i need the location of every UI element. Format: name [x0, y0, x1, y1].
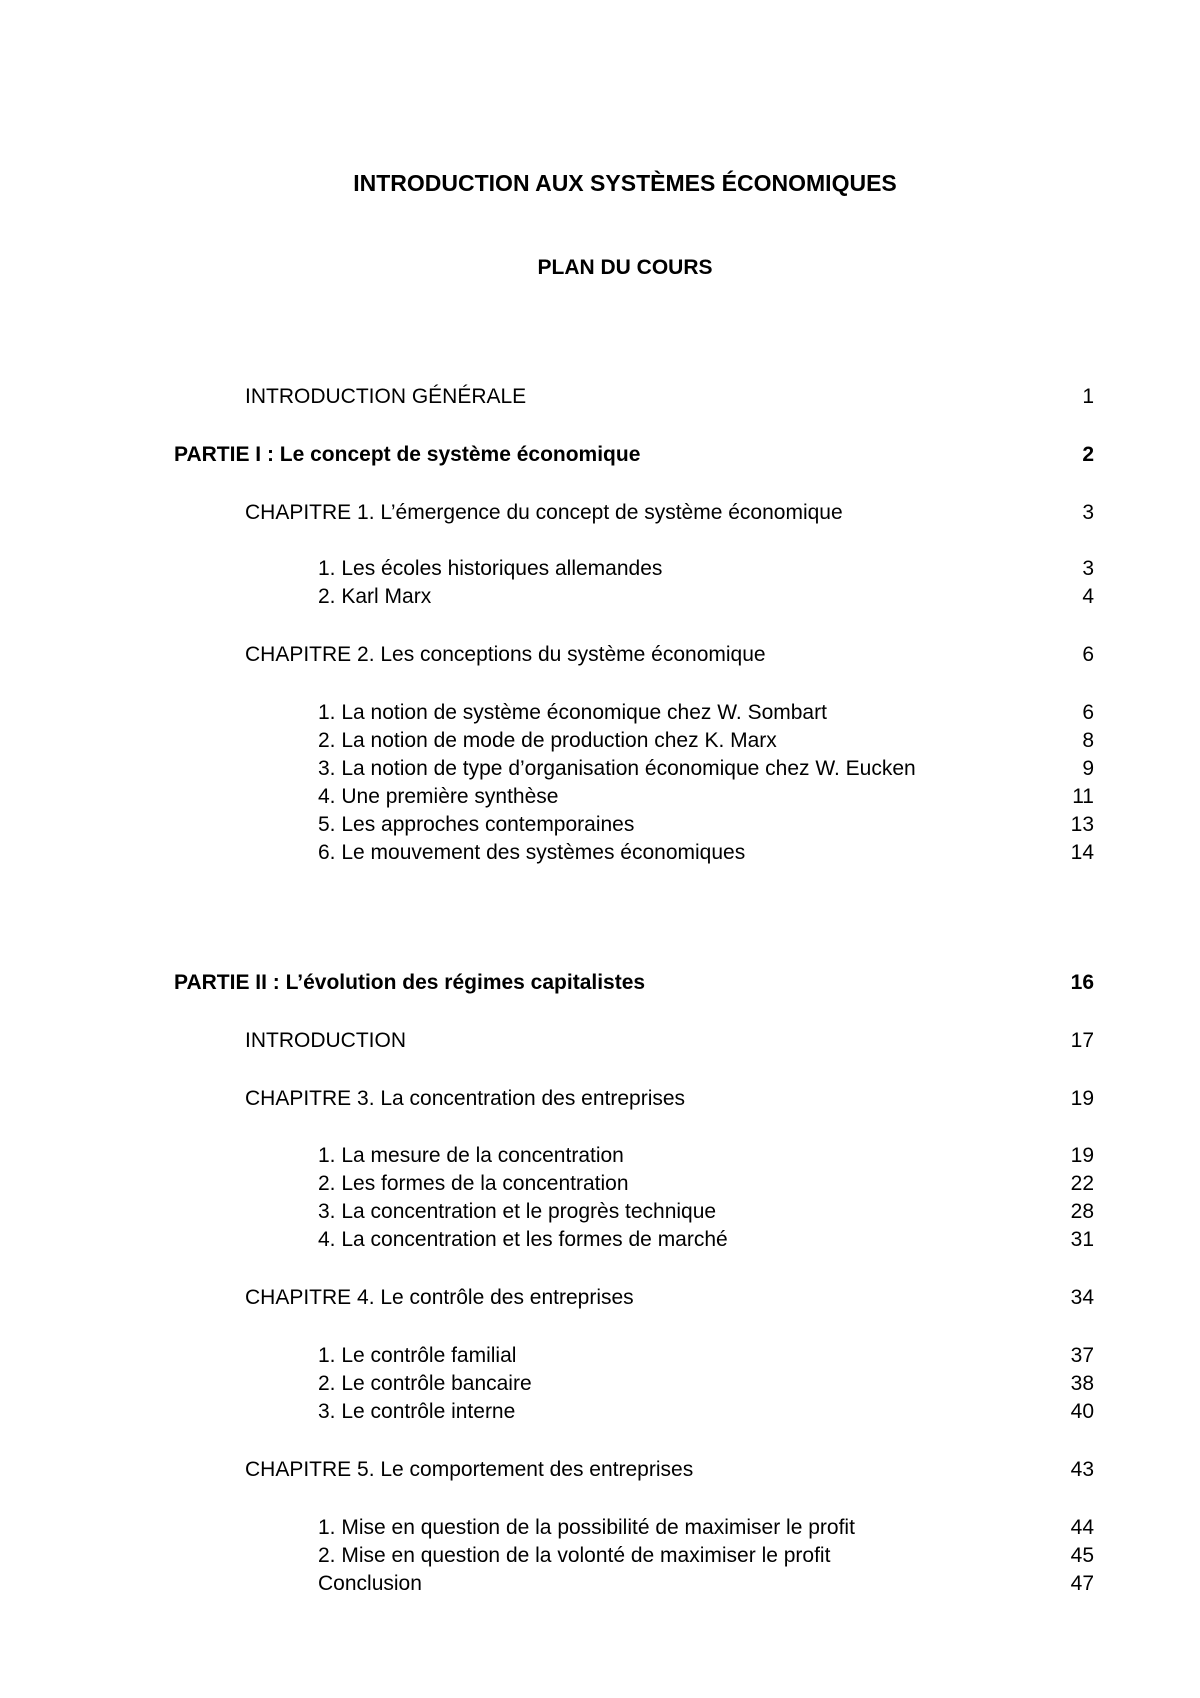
toc-entry-label: Conclusion	[318, 1572, 422, 1595]
toc-page-number: 4	[1082, 585, 1094, 608]
document-subtitle: PLAN DU COURS	[537, 256, 713, 279]
toc-part-row	[174, 442, 1094, 468]
toc-entry-label: 2. Le contrôle bancaire	[318, 1372, 532, 1395]
toc-entry-label: 4. Une première synthèse	[318, 785, 559, 808]
toc-section-row	[318, 1515, 1094, 1541]
toc-section-row	[318, 1227, 1094, 1253]
toc-section-row	[318, 784, 1094, 810]
toc-section-row	[318, 812, 1094, 838]
toc-section-row	[318, 700, 1094, 726]
toc-entry-label: 3. La concentration et le progrès technique	[318, 1200, 717, 1223]
toc-page-number: 40	[1070, 1400, 1094, 1423]
toc-part-row	[174, 970, 1094, 996]
toc-section-row	[318, 1399, 1094, 1425]
toc-section-row	[318, 1371, 1094, 1397]
toc-page-number: 45	[1070, 1544, 1094, 1567]
toc-chapter-row	[245, 1028, 1094, 1054]
toc-page-number: 19	[1070, 1144, 1094, 1167]
toc-page-number: 9	[1082, 757, 1094, 780]
toc-page-number: 28	[1070, 1200, 1094, 1223]
toc-page-number: 31	[1070, 1228, 1094, 1251]
toc-section-row	[318, 1571, 1094, 1597]
toc-section-row	[318, 1171, 1094, 1197]
toc-entry-label: 1. Les écoles historiques allemandes	[318, 557, 663, 580]
toc-page-number: 34	[1070, 1286, 1094, 1309]
toc-entry-label: PARTIE I : Le concept de système économique	[174, 443, 641, 466]
toc-entry-label: CHAPITRE 4. Le contrôle des entreprises	[245, 1286, 634, 1309]
toc-entry-label: 1. La mesure de la concentration	[318, 1144, 624, 1167]
toc-entry-label: CHAPITRE 1. L’émergence du concept de système économique	[245, 501, 843, 524]
toc-entry-label: 1. La notion de système économique chez W. Sombart	[318, 701, 827, 724]
toc-page-number: 11	[1072, 785, 1094, 808]
toc-entry-label: 6. Le mouvement des systèmes économiques	[318, 841, 746, 864]
toc-section-row	[318, 556, 1094, 582]
toc-chapter-row	[245, 384, 1094, 410]
toc-page-number: 14	[1070, 841, 1094, 864]
toc-page-number: 6	[1082, 643, 1094, 666]
toc-section-row	[318, 756, 1094, 782]
toc-section-row	[318, 1543, 1094, 1569]
toc-entry-label: CHAPITRE 2. Les conceptions du système économique	[245, 643, 766, 666]
document-title: INTRODUCTION AUX SYSTÈMES ÉCONOMIQUES	[353, 170, 897, 196]
toc-page-number: 22	[1070, 1172, 1094, 1195]
toc-chapter-row	[245, 642, 1094, 668]
toc-chapter-row	[245, 1086, 1094, 1112]
toc-page-number: 3	[1082, 557, 1094, 580]
toc-page-number: 6	[1082, 701, 1094, 724]
toc-entry-label: 5. Les approches contemporaines	[318, 813, 635, 836]
toc-entry-label: 1. Mise en question de la possibilité de maximiser le profit	[318, 1516, 855, 1539]
toc-entry-label: CHAPITRE 3. La concentration des entreprises	[245, 1087, 686, 1110]
toc-entry-label: 3. Le contrôle interne	[318, 1400, 516, 1423]
toc-page-number: 2	[1082, 443, 1094, 466]
toc-entry-label: 2. Karl Marx	[318, 585, 432, 608]
toc-page-number: 38	[1070, 1372, 1094, 1395]
toc-page-number: 16	[1070, 971, 1094, 994]
toc-chapter-row	[245, 1285, 1094, 1311]
toc-entry-label: PARTIE II : L’évolution des régimes capitalistes	[174, 971, 646, 994]
toc-section-row	[318, 584, 1094, 610]
toc-page-number: 8	[1082, 729, 1094, 752]
toc-section-row	[318, 728, 1094, 754]
toc-section-row	[318, 1199, 1094, 1225]
toc-chapter-row	[245, 500, 1094, 526]
toc-page-number: 3	[1082, 501, 1094, 524]
toc-page-number: 47	[1070, 1572, 1094, 1595]
toc-page-number: 44	[1070, 1516, 1094, 1539]
toc-page-number: 13	[1070, 813, 1094, 836]
toc-entry-label: 3. La notion de type d’organisation économique chez W. Eucken	[318, 757, 916, 780]
toc-section-row	[318, 840, 1094, 866]
toc-entry-label: 2. Mise en question de la volonté de maximiser le profit	[318, 1544, 831, 1567]
toc-section-row	[318, 1143, 1094, 1169]
toc-entry-label: INTRODUCTION GÉNÉRALE	[245, 385, 527, 408]
toc-page-number: 1	[1082, 385, 1094, 408]
toc-entry-label: 4. La concentration et les formes de marché	[318, 1228, 728, 1251]
toc-entry-label: 1. Le contrôle familial	[318, 1344, 517, 1367]
toc-section-row	[318, 1343, 1094, 1369]
toc-page-number: 17	[1070, 1029, 1094, 1052]
toc-page-number: 19	[1070, 1087, 1094, 1110]
toc-entry-label: INTRODUCTION	[245, 1029, 406, 1052]
toc-page-number: 43	[1070, 1458, 1094, 1481]
toc-entry-label: 2. Les formes de la concentration	[318, 1172, 629, 1195]
toc-entry-label: CHAPITRE 5. Le comportement des entreprises	[245, 1458, 694, 1481]
toc-entry-label: 2. La notion de mode de production chez K. Marx	[318, 729, 777, 752]
toc-chapter-row	[245, 1457, 1094, 1483]
toc-page-number: 37	[1070, 1344, 1094, 1367]
